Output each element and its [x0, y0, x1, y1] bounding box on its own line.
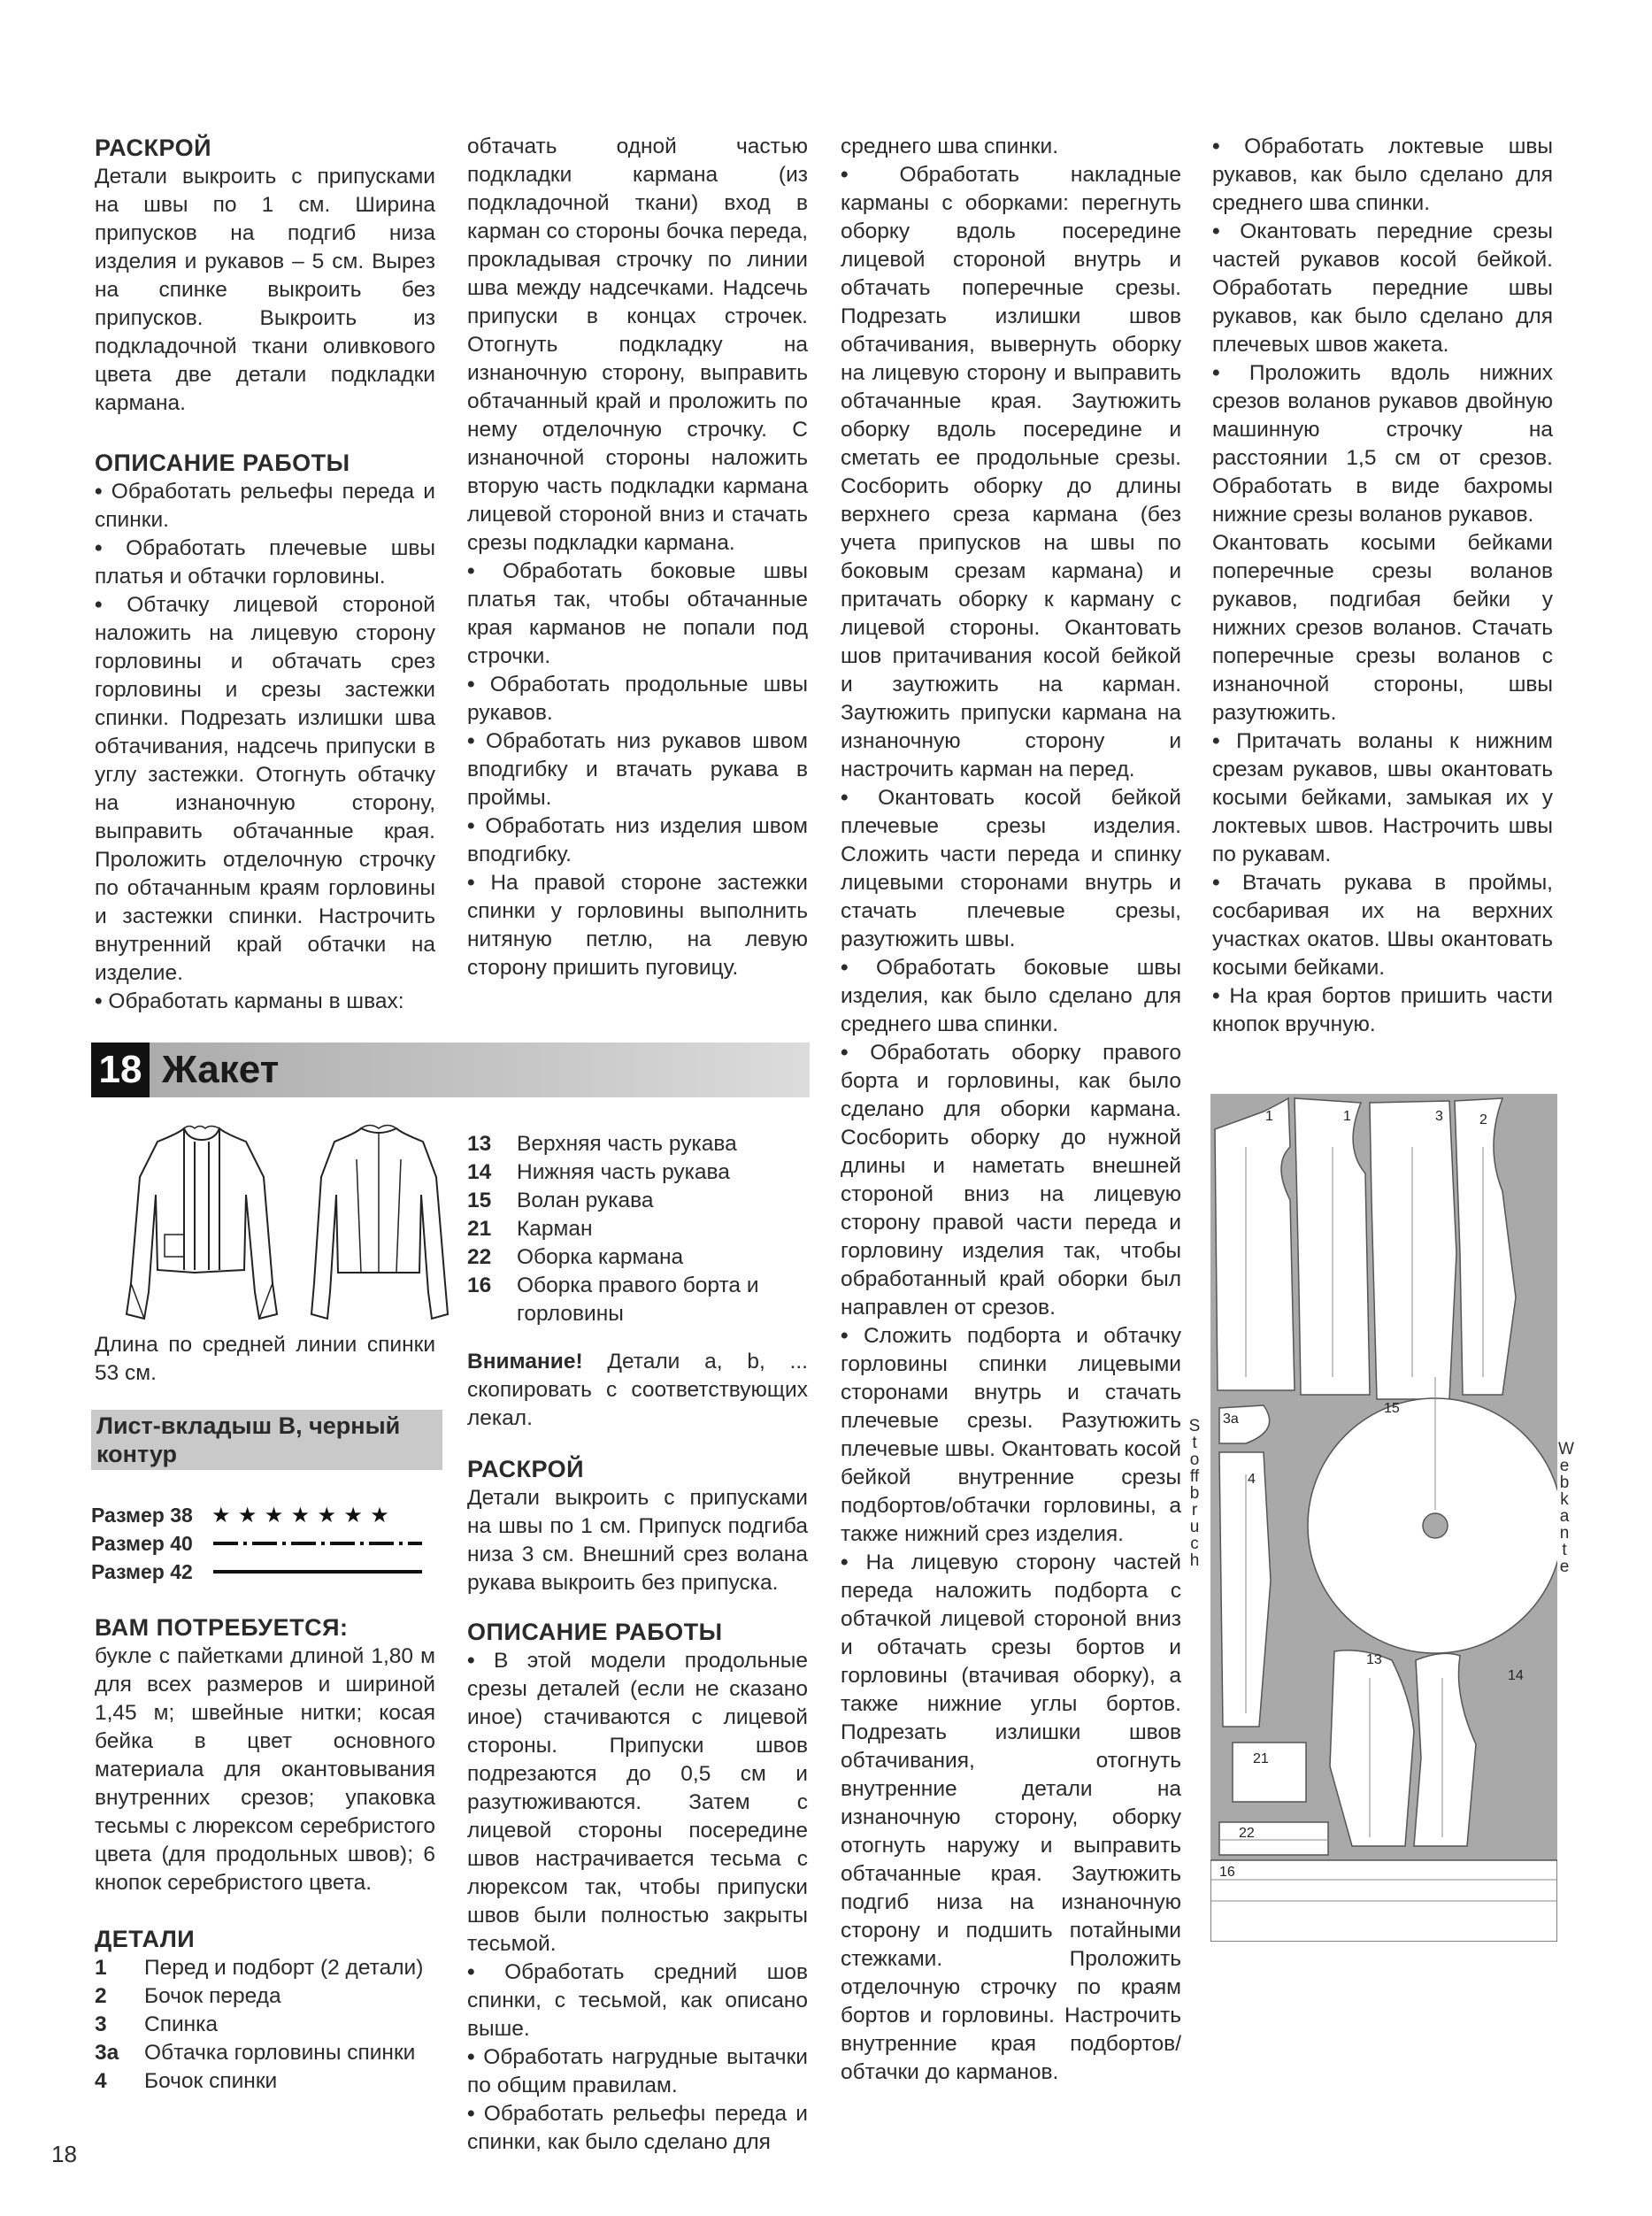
part-name: Нижняя часть рукава — [517, 1160, 730, 1184]
length-info: Длина по средней линии спинки 53 см. — [95, 1333, 435, 1385]
materials-text: букле с пайетками длиной 1,80 м для всех размеров и шириной 1,45 м; швейные нитки; косая бейка в цвет основного материала для окантовывания внутренних срезов; упаковка тесьмы с люрексом серебристого цвета (для продольных швов); 6 кнопок серебристого цвета. — [95, 1644, 435, 1895]
list-item — [95, 1954, 435, 1982]
step-text: • Обработать продольные швы рукавов. — [467, 671, 808, 727]
middle-lower-column — [467, 1130, 808, 2157]
step-text: среднего шва спинки. — [841, 135, 1059, 158]
pattern-layout-diagram — [1210, 1094, 1557, 1942]
part-number: 22 — [467, 1245, 492, 1269]
parts-list-continued — [467, 1130, 808, 1328]
step-text: • Сложить подборта и обтачку горловины спинки лицевыми сторонами внутрь и стачать плечевые срезы. Разутюжить плечевые швы. Окантовать косой бейкой внутренние срезы подбортов/обтачки горловины, а также нижний срез изделия. — [841, 1322, 1181, 1549]
part-name: Оборка кармана — [517, 1245, 684, 1269]
part-number: 3 — [95, 2012, 107, 2036]
part-name: Верхняя часть рукава — [517, 1132, 737, 1156]
step-text: • Притачать воланы к нижним срезам рукавов, швы окантовать косыми бейками, замыкая их у локтевых швов. Настрочить швы по рукавам. — [1212, 727, 1553, 869]
step-text: Окантовать косыми бейками поперечные срезы воланов рукавов, подгибая бейки у нижних срезов воланов. Стачать поперечные срезы воланов с изнаночной стороны, швы разутюжить. — [1212, 531, 1553, 725]
size-label: Размер 42 — [91, 1560, 193, 1583]
step-text: • На лицевую сторону частей переда наложить подборта с обтачкой лицевой стороной вниз и обтачать срезы бортов и горловины (втачивая оборку), а также нижние углы бортов. Подрезать излишки швов обтачивания, отогнуть внутренние детали на изнаночную сторону, оборку отогнуть наружу и выправить обтачанные края. Заутюжить подгиб низа на изнаночную сторону и подшить потайными стежками. Проложить отделочную строчку по краям бортов и горловины. Настрочить внутренние края подбортов/обтачки до карманов. — [841, 1549, 1181, 2087]
step-text: • Окантовать передние срезы частей рукавов косой бейкой. Обработать передние швы рукавов, как было сделано для плечевых швов жакета. — [1212, 218, 1553, 359]
section-title: Жакет — [162, 1048, 280, 1091]
part-number: 13 — [467, 1132, 492, 1156]
step-text: • Обработать карманы в швах: — [95, 988, 435, 1016]
work-description-heading: ОПИСАНИЕ РАБОТЫ — [95, 450, 350, 476]
list-item — [467, 1130, 808, 1158]
attention-label: Внимание! — [467, 1350, 583, 1373]
part-number: 4 — [95, 2069, 107, 2093]
cutting-text-2: Детали выкроить с припусками на швы по 1 см. Припуск подгиба низа 3 см. Внешний срез волана рукава выкроить без припуска. — [467, 1486, 808, 1595]
step-text: • Обработать низ изделия швом вподгибку. — [467, 812, 808, 869]
parts-list — [95, 1954, 435, 2096]
parts-heading: ДЕТАЛИ — [95, 1926, 196, 1952]
piece-label: 4 — [1248, 1472, 1256, 1487]
section-title-bar — [91, 1043, 810, 1097]
materials-heading: ВАМ ПОТРЕБУЕТСЯ: — [95, 1614, 349, 1641]
piece-label: 2 — [1479, 1112, 1487, 1127]
piece-label: 15 — [1384, 1401, 1400, 1416]
size-label: Размер 40 — [91, 1532, 193, 1555]
step-text: • Обработать низ рукавов швом вподгибку и втачать рукава в проймы. — [467, 727, 808, 812]
step-text: обтачать одной частью подкладки кармана (из подкладочной ткани) вход в карман со стороны бочка переда, прокладывая строчку по линии шва между надсечками. Надсечь припуски в концах строчек. Отогнуть подкладку на изнаночную сторону, выправить обтачанный край и проложить по нему отделочную строчку. С изнаночной стороны наложить вторую часть подкладки кармана лицевой стороной вниз и стачать срезы подкладки кармана. — [467, 135, 808, 555]
step-text: • В этой модели продольные срезы деталей (если не сказано иное) стачиваются с лицевой стороны. Припуски швов подрезаются до 0,5 см и разутюживаются. Затем с лицевой стороны посередине швов настрачивается тесьма с люрексом так, чтобы припуски швов были полностью закрыты тесьмой. — [467, 1647, 808, 1958]
column-2 — [467, 133, 808, 982]
size-row-38 — [91, 1502, 424, 1528]
part-number: 14 — [467, 1160, 492, 1184]
step-text: • Обработать оборку правого борта и горловины, как было сделано для оборки кармана. Сосборить оборку до нужной длины и наметать внешней стороной вниз на лицевую сторону правой части переда и горловину изделия так, чтобы обработанный край оборки был направлен от срезов. — [841, 1039, 1181, 1322]
part-number: 15 — [467, 1189, 492, 1212]
piece-label: 3а — [1223, 1412, 1239, 1427]
piece-label: 3 — [1435, 1109, 1443, 1124]
part-number: 1 — [95, 1956, 107, 1980]
step-text: • Обработать рельефы переда и спинки. — [95, 478, 435, 535]
part-name: Обтачка горловины спинки — [144, 2041, 416, 2065]
work-description-heading-2: ОПИСАНИЕ РАБОТЫ — [467, 1619, 723, 1645]
step-text: • Обработать нагрудные вытачки по общим правилам. — [467, 2043, 808, 2100]
cutting-heading-2: РАСКРОЙ — [467, 1456, 585, 1482]
list-item — [467, 1243, 808, 1272]
piece-label: 22 — [1239, 1826, 1255, 1841]
list-item — [95, 1982, 435, 2011]
step-text: • Обработать боковые швы платья так, чтобы обтачанные края карманов не попали под строчки. — [467, 558, 808, 671]
step-text: • Обработать рельефы переда и спинки, как было сделано для — [467, 2100, 808, 2157]
step-text: • Окантовать косой бейкой плечевые срезы изделия. Сложить части переда и спинку лицевыми сторонами внутрь и стачать плечевые срезы, разутюжить швы. — [841, 784, 1181, 954]
list-item — [95, 2067, 435, 2096]
column-1 — [95, 133, 435, 1016]
size-row-42 — [91, 1558, 424, 1585]
part-number: 2 — [95, 1984, 107, 2008]
list-item — [467, 1215, 808, 1243]
size-label: Размер 38 — [91, 1504, 193, 1527]
step-text: • Обтачку лицевой стороной наложить на лицевую сторону горловины и обтачать срез горловины и срезы застежки спинки. Подрезать излишки шва обтачивания, надсечь припуски в углу застежки. Отогнуть обтачку на изнаночную сторону, выправить обтачанные края. Проложить отделочную строчку по обтачанным краям горловины и застежки спинки. Настрочить внутренний край обтачки на изделие. — [95, 591, 435, 988]
part-name: Волан рукава — [517, 1189, 654, 1212]
part-name: Карман — [517, 1217, 593, 1241]
section-number: 18 — [91, 1043, 150, 1097]
part-name: Бочок переда — [144, 1984, 281, 2008]
attention-text: Детали a, b, ... скопировать с соответствующих лекал. — [467, 1350, 808, 1430]
step-text: • На правой стороне застежки спинки у горловины выполнить нитяную петлю, на левую сторону пришить пуговицу. — [467, 869, 808, 982]
star-line-icon — [211, 1504, 424, 1526]
size-row-40 — [91, 1530, 424, 1557]
column-4 — [1212, 133, 1553, 1039]
step-text: • Обработать локтевые швы рукавов, как было сделано для среднего шва спинки. — [1212, 133, 1553, 218]
column-3 — [841, 133, 1181, 2087]
list-item — [95, 2039, 435, 2067]
part-name: Бочок спинки — [144, 2069, 278, 2093]
attention-note — [467, 1348, 808, 1433]
list-item — [95, 2011, 435, 2039]
fold-line-label: Stoffbruch — [1188, 1417, 1201, 1570]
step-text: • Обработать боковые швы изделия, как было сделано для среднего шва спинки. — [841, 954, 1181, 1039]
step-text: • Обработать плечевые швы платья и обтачки горловины. — [95, 535, 435, 591]
part-number: 3а — [95, 2041, 119, 2065]
step-text: • Обработать накладные карманы с оборками: перегнуть оборку вдоль посередине лицевой стороной внутрь и обтачать поперечные срезы. Подрезать излишки швов обтачивания, вывернуть оборку на лицевую сторону и выправить обтачанные края. Заутюжить оборку вдоль посередине и сметать ее продольные срезы. Сосборить оборку до длины верхнего среза кармана (без учета припусков на швы по боковым срезам кармана) и притачать оборку к карману с лицевой стороны. Окантовать шов притачивания косой бейкой и заутюжить на карман. Заутюжить припуски кармана на изнаночную сторону и настрочить карман на перед. — [841, 161, 1181, 784]
step-text: • Обработать средний шов спинки, с тесьмой, как описано выше. — [467, 1958, 808, 2043]
part-name: Перед и подборт (2 детали) — [144, 1956, 424, 1980]
piece-label: 21 — [1253, 1751, 1269, 1766]
piece-label: 1 — [1343, 1109, 1351, 1124]
cutting-text: Детали выкроить с припусками на швы по 1 см. Ширина припусков на подгиб низа изделия и рукавов – 5 см. Вырез на спинке выкроить без припусков. Выкроить из подкладочной ткани оливкового цвета две детали подкладки кармана. — [95, 165, 435, 415]
step-text: • Проложить вдоль нижних срезов воланов рукавов двойную машинную строчку на расстоянии 1,5 см от срезов. Обработать в виде бахромы нижние срезы воланов рукавов. — [1212, 359, 1553, 529]
piece-label: 16 — [1219, 1865, 1235, 1880]
left-lower-column — [95, 1331, 435, 1388]
list-item — [467, 1187, 808, 1215]
jacket-sketch-image — [96, 1124, 449, 1327]
pattern-sheet-label: Лист-вкладыш В, черный контур — [91, 1410, 442, 1470]
list-item — [467, 1158, 808, 1187]
part-name: Оборка правого борта и горловины — [517, 1273, 759, 1326]
step-text: • На края бортов пришить части кнопок вручную. — [1212, 982, 1553, 1039]
selvage-label: Webkante — [1558, 1440, 1574, 1576]
part-number: 16 — [467, 1273, 492, 1297]
solid-line-icon — [211, 1561, 424, 1582]
cutting-heading: РАСКРОЙ — [95, 135, 212, 161]
step-text: • Втачать рукава в проймы, сосбаривая их на верхних участках окатов. Швы окантовать косыми бейками. — [1212, 869, 1553, 982]
part-number: 21 — [467, 1217, 492, 1241]
svg-text:★ ★ ★ ★ ★ ★ ★: ★ ★ ★ ★ ★ ★ ★ — [211, 1504, 389, 1526]
piece-label: 14 — [1508, 1668, 1524, 1683]
piece-label: 1 — [1265, 1109, 1273, 1124]
part-name: Спинка — [144, 2012, 219, 2036]
dash-dot-line-icon — [211, 1533, 424, 1554]
piece-label: 13 — [1366, 1652, 1382, 1667]
list-item — [467, 1272, 808, 1328]
materials-block — [95, 1612, 435, 2096]
page-number: 18 — [51, 2141, 77, 2167]
